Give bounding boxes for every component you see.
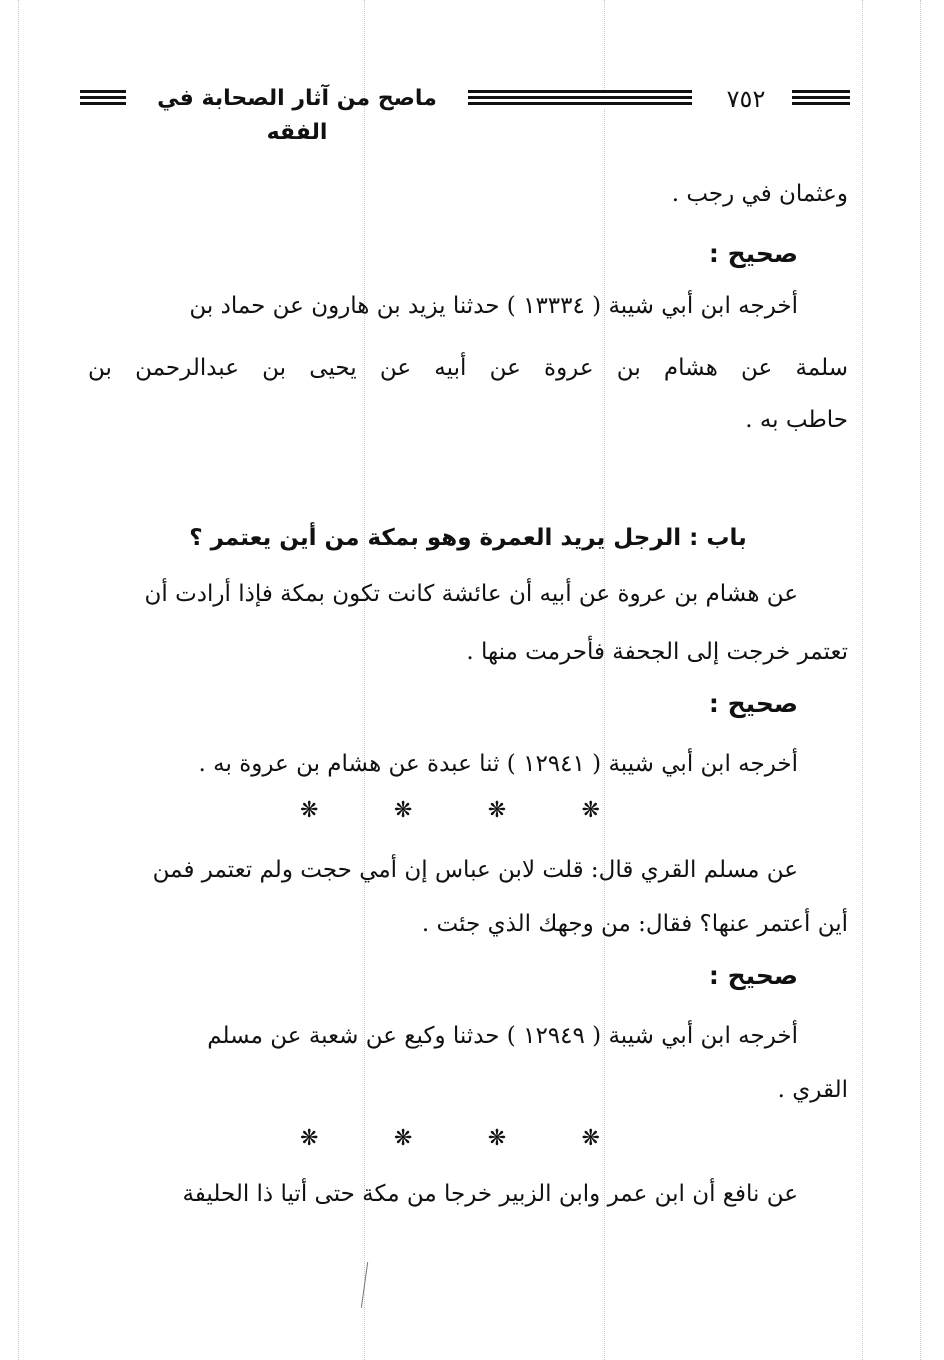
grading-label: صحيح : — [708, 689, 798, 718]
star-ornament-icon: ❋ — [300, 1126, 319, 1151]
text-line: أخرجه ابن أبي شيبة ( ١٣٣٣٤ ) حدثنا يزيد بن هارون عن حماد بن — [189, 293, 798, 319]
page-header — [80, 82, 850, 145]
text-line: عن مسلم القري قال: قلت لابن عباس إن أمي حجت ولم تعتمر فمن — [152, 857, 798, 883]
grading-label: صحيح : — [708, 961, 798, 990]
text-line: وعثمان في رجب . — [671, 181, 848, 207]
star-ornament-icon: ❋ — [300, 798, 319, 823]
star-ornament-icon: ❋ — [487, 1126, 507, 1151]
text-line: أين أعتمر عنها؟ فقال: من وجهك الذي جئت . — [421, 911, 848, 937]
star-ornament-icon: ❋ — [393, 1126, 413, 1151]
header-rule-left — [80, 90, 126, 108]
text-line: أخرجه ابن أبي شيبة ( ١٢٩٤١ ) ثنا عبدة عن هشام بن عروة به . — [198, 751, 798, 777]
star-ornament-icon: ❋ — [581, 798, 600, 823]
text-line: حاطب به . — [745, 407, 848, 433]
header-rule-right — [792, 90, 850, 108]
page-number: ٧٥٢ — [726, 85, 766, 113]
text-line: تعتمر خرجت إلى الجحفة فأحرمت منها . — [466, 639, 848, 665]
scan-guide-line — [18, 0, 19, 1360]
text-line: عن نافع أن ابن عمر وابن الزبير خرجا من مكة حتى أتيا ذا الحليفة — [182, 1181, 798, 1207]
grading-label: صحيح : — [708, 239, 798, 268]
star-ornament-icon: ❋ — [393, 798, 413, 823]
book-title: ماصح من آثار الصحابة في الفقه — [157, 86, 437, 145]
text-line: القري . — [777, 1077, 848, 1103]
scan-guide-line — [920, 0, 921, 1360]
scan-artifact-mark — [361, 1262, 370, 1308]
star-ornament-icon: ❋ — [581, 1126, 600, 1151]
star-ornament-icon: ❋ — [487, 798, 507, 823]
header-rule-middle — [468, 90, 692, 108]
text-line: سلمة عن هشام بن عروة عن أبيه عن يحيى بن عبدالرحمن بن — [88, 355, 848, 381]
text-line: أخرجه ابن أبي شيبة ( ١٢٩٤٩ ) حدثنا وكيع عن شعبة عن مسلم — [207, 1023, 798, 1049]
section-divider-stars — [300, 1124, 600, 1154]
section-divider-stars — [300, 796, 600, 826]
scan-guide-line — [862, 0, 863, 1360]
text-line: عن هشام بن عروة عن أبيه أن عائشة كانت تكون بمكة فإذا أرادت أن — [144, 581, 798, 607]
chapter-heading: باب : الرجل يريد العمرة وهو بمكة من أين يعتمر ؟ — [189, 525, 747, 551]
